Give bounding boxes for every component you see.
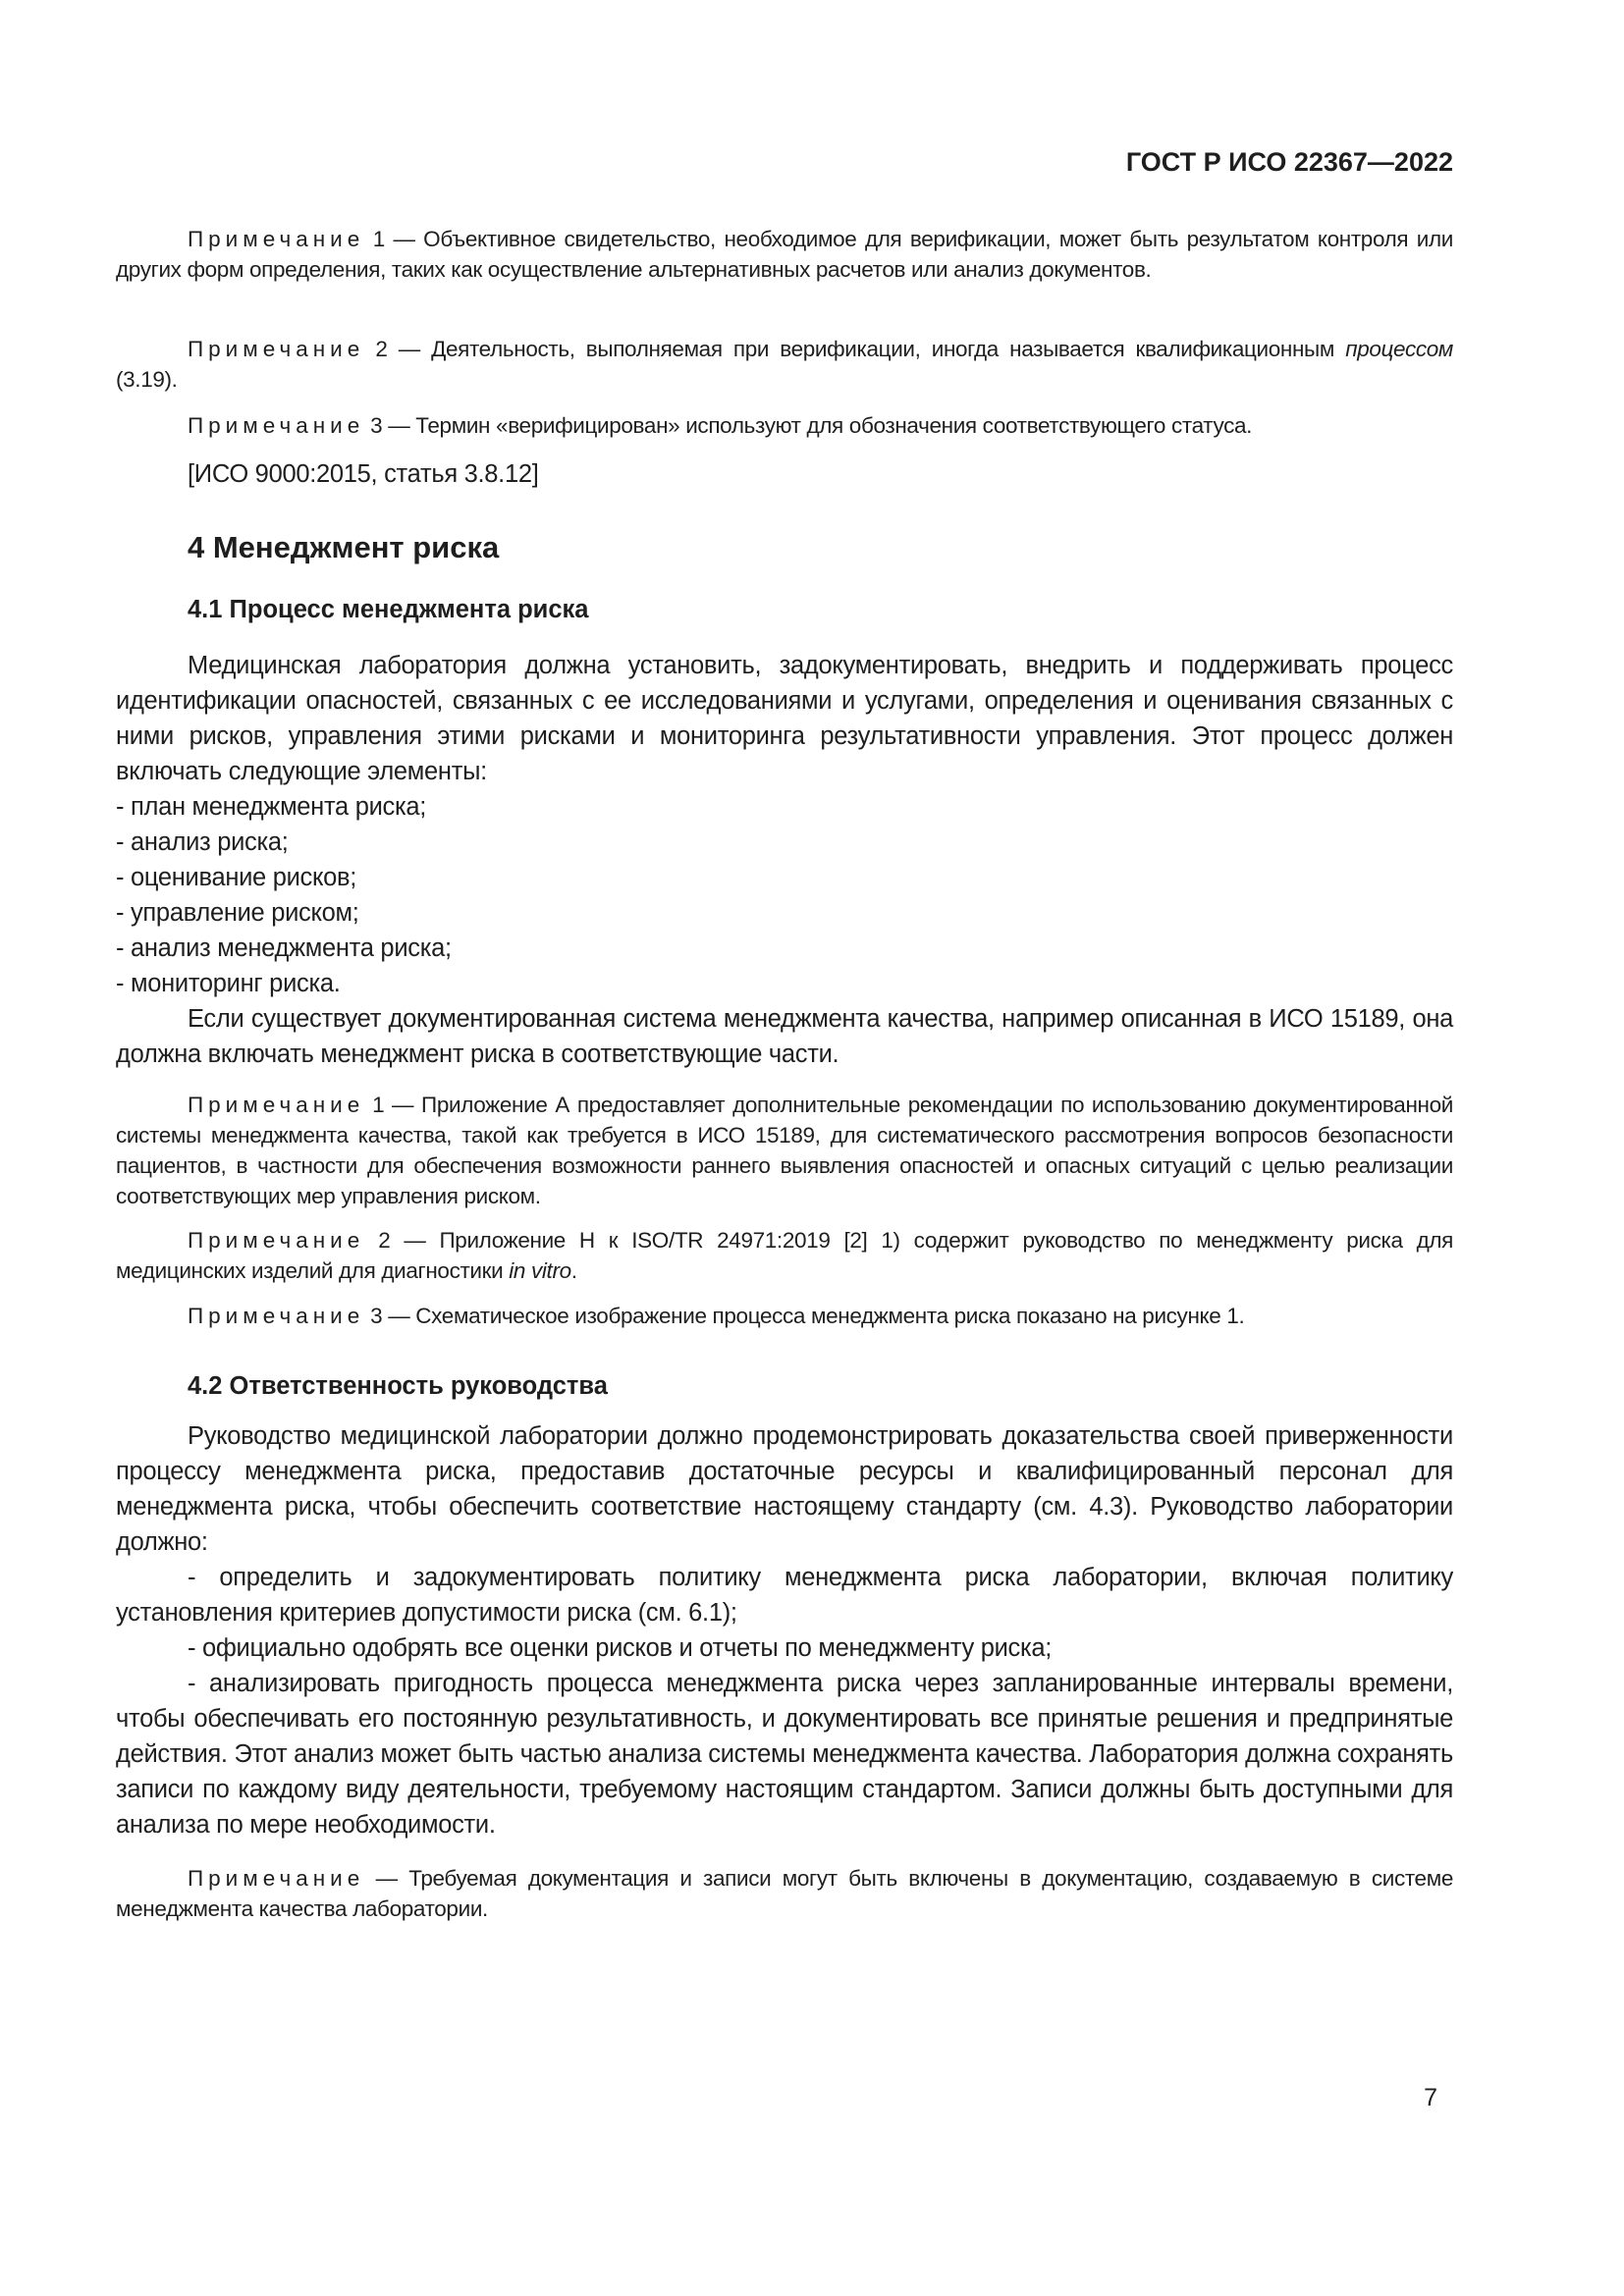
note-label: Примечание — [188, 1866, 365, 1891]
list-item: - определить и задокументировать политику менеджмента риска лаборатории, включая политику установления критериев допустимости риска (см. 6.1); — [116, 1564, 1453, 1627]
list-item: - анализ риска; — [116, 828, 289, 856]
note-text: — Требуемая документация и записи могут быть включены в документацию, создаваемую в системе менеджмента качества лаборатории. — [116, 1866, 1453, 1921]
note-text: — Схематическое изображение процесса менеджмента риска показано на рисунке 1. — [382, 1304, 1245, 1328]
list-item: - управление риском; — [116, 899, 359, 927]
note-3 — [116, 1301, 1453, 1331]
note-3 — [116, 410, 1453, 441]
note-num: 2 — [375, 337, 388, 361]
note-italic: процессом — [1345, 337, 1454, 361]
note-label: Примечание — [188, 1093, 365, 1117]
note-text: (3.19). — [116, 367, 178, 392]
page-number: 7 — [1424, 2084, 1437, 2111]
note-label: Примечание — [188, 413, 365, 438]
note-1 — [116, 1090, 1453, 1211]
note-text: — Объективное свидетельство, необходимое для верификации, может быть результатом контроля или других форм определения, таких как осуществление альтернативных расчетов или анализ документов. — [116, 227, 1453, 282]
list-item: - анализ менеджмента риска; — [116, 934, 452, 962]
note-num: 3 — [370, 1304, 383, 1328]
note-text: — Приложение H к ISO/TR 24971:2019 [2] 1) содержит руководство по менеджменту риска для медицинских изделий для диагностики — [116, 1228, 1453, 1283]
section-4-1-title: 4.1 Процесс менеджмента риска — [188, 596, 589, 623]
note-num: 1 — [372, 1093, 385, 1117]
paragraph: Руководство медицинской лаборатории должно продемонстрировать доказательства своей приверженности процессу менеджмента риска, предоставив достаточные ресурсы и квалифицированный персонал для менеджмента риска, чтобы обеспечить соответствие настоящему стандарту (см. 4.3). Руководство лаборатории должно: — [116, 1422, 1453, 1556]
list-item: - официально одобрять все оценки рисков и отчеты по менеджменту риска; — [188, 1634, 1053, 1662]
list-item: - оценивание рисков; — [116, 864, 357, 891]
note-label: Примечание — [188, 1304, 365, 1328]
section-4-2-title: 4.2 Ответственность руководства — [188, 1372, 608, 1400]
section-4-2-body — [116, 1418, 1453, 1842]
list-item: - мониторинг риска. — [116, 970, 341, 997]
paragraph: Медицинская лаборатория должна установить, задокументировать, внедрить и поддерживать процесс идентификации опасностей, связанных с ее исследованиями и услугами, определения и оценивания связанных с ними рисков, управления этими рисками и мониторинга результативности управления. Этот процесс должен включать следующие элементы: — [116, 652, 1453, 785]
note-label: Примечание — [188, 337, 365, 361]
note-label: Примечание — [188, 227, 365, 251]
paragraph: Если существует документированная система менеджмента качества, например описанная в ИСО 15189, она должна включать менеджмент риска в соответствующие части. — [116, 1005, 1453, 1068]
note-text: — Деятельность, выполняемая при верификации, иногда называется квалификационным — [387, 337, 1346, 361]
list-item: - план менеджмента риска; — [116, 793, 427, 821]
note-2 — [116, 1225, 1453, 1286]
note-num: 2 — [378, 1228, 391, 1253]
note — [116, 1863, 1453, 1924]
note-num: 1 — [372, 227, 385, 251]
note-italic: in vitro — [509, 1258, 571, 1283]
document-header: ГОСТ Р ИСО 22367—2022 — [1125, 147, 1453, 177]
note-label: Примечание — [188, 1228, 365, 1253]
note-text: . — [570, 1258, 577, 1283]
reference: [ИСО 9000:2015, статья 3.8.12] — [188, 460, 539, 488]
note-text: — Приложение А предоставляет дополнительные рекомендации по использованию документированной системы менеджмента качества, такой как требуется в ИСО 15189, для систематического рассмотрения вопросов безопасности пациентов, в частности для обеспечения возможности раннего выявления опасностей и опасных ситуаций с целью реализации соответствующих мер управления риском. — [116, 1093, 1453, 1208]
section-4-title: 4 Менеджмент риска — [188, 530, 500, 564]
note-text: — Термин «верифицирован» используют для обозначения соответствующего статуса. — [382, 413, 1253, 438]
list-item: - анализировать пригодность процесса менеджмента риска через запланированные интервалы времени, чтобы обеспечивать его постоянную результативность, и документировать все принятые решения и предпринятые действия. Этот анализ может быть частью анализа системы менеджмента качества. Лаборатория должна сохранять записи по каждому виду деятельности, требуемому настоящим стандартом. Записи должны быть доступными для анализа по мере необходимости. — [116, 1670, 1453, 1839]
section-4-1-body — [116, 648, 1453, 1072]
note-num: 3 — [370, 413, 383, 438]
note-1 — [116, 224, 1453, 285]
note-2 — [116, 334, 1453, 395]
